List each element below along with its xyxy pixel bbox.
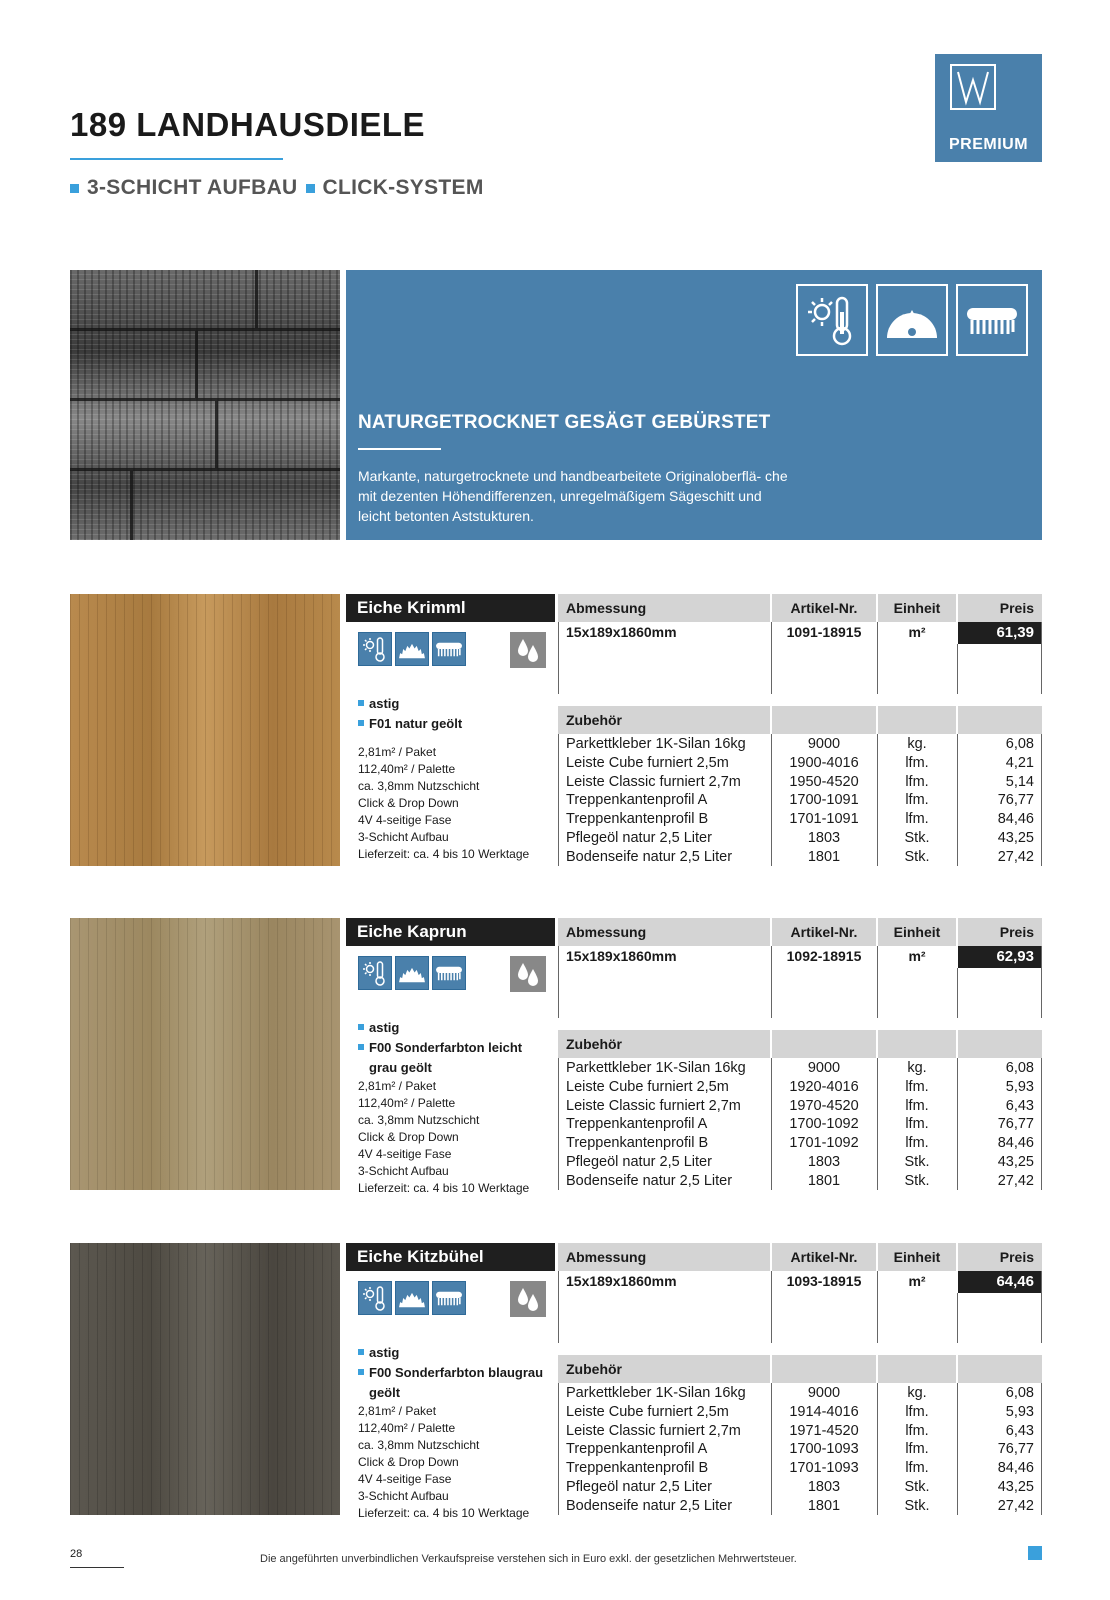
accessory-price: 4,21	[1005, 754, 1034, 771]
accessory-unit: Stk.	[904, 830, 930, 846]
spec-line: 2,81m² / Paket	[358, 1404, 437, 1418]
spec-line: ca. 3,8mm Nutzschicht	[358, 1438, 480, 1452]
footer-rule	[70, 1567, 124, 1568]
header-article: Artikel-Nr.	[772, 918, 876, 946]
accessory-unit: lfm.	[905, 1441, 929, 1458]
accessory-name: Treppenkantenprofil A	[566, 1441, 708, 1458]
accessory-unit: lfm.	[905, 1116, 929, 1133]
accessory-row	[558, 1116, 1042, 1135]
spec-line: 2,81m² / Paket	[358, 1079, 437, 1093]
accessory-article: 1971-4520	[789, 1422, 859, 1439]
accessory-unit: lfm.	[905, 754, 929, 771]
header-dimension: Abmessung	[558, 594, 770, 622]
surface-icons	[796, 284, 1028, 356]
bullet-square-icon	[358, 720, 364, 726]
accessories-header: Zubehör	[558, 1030, 770, 1058]
accessory-name: Parkettkleber 1K-Silan 16kg	[566, 1385, 746, 1401]
accessory-name: Pflegeöl natur 2,5 Liter	[566, 830, 712, 846]
accessory-article: 1914-4016	[789, 1403, 859, 1420]
accessory-row	[558, 1423, 1042, 1442]
accessory-unit: lfm.	[905, 1422, 929, 1439]
w-logo-icon	[950, 64, 996, 110]
accessory-name: Bodenseife natur 2,5 Liter	[566, 848, 733, 865]
accessory-row	[558, 1060, 1042, 1079]
accessory-price: 6,08	[1005, 1060, 1034, 1076]
bullet-square-icon	[306, 184, 315, 193]
main-dimension: 15x189x1860mm	[566, 1273, 677, 1289]
accessory-unit: lfm.	[905, 1403, 929, 1420]
accessory-price: 27,42	[997, 1172, 1034, 1189]
accessory-name: Treppenkantenprofil B	[566, 1135, 709, 1152]
premium-logo	[935, 54, 1042, 162]
main-price: 61,39	[958, 622, 1042, 644]
product-name: Eiche Kaprun	[346, 918, 555, 946]
accessory-row	[558, 1460, 1042, 1479]
bullet-square-icon	[358, 1369, 364, 1375]
accessory-unit: kg.	[907, 1060, 927, 1076]
product-icons	[358, 1281, 466, 1315]
accessory-name: Leiste Cube furniert 2,5m	[566, 1078, 729, 1095]
accessory-name: Leiste Cube furniert 2,5m	[566, 1403, 729, 1420]
sun-thermometer-icon	[796, 284, 868, 356]
spec-line: 112,40m² / Palette	[358, 1096, 456, 1110]
product-name: Eiche Krimml	[346, 594, 555, 622]
accessory-article: 1801	[807, 1497, 841, 1514]
accessory-price: 84,46	[997, 811, 1034, 828]
accessory-price: 76,77	[997, 792, 1034, 809]
accessory-article: 1950-4520	[789, 773, 859, 790]
accessory-price: 27,42	[997, 848, 1034, 865]
accessory-price: 6,43	[1005, 1097, 1034, 1114]
accessory-row	[558, 1498, 1042, 1517]
accessory-name: Leiste Classic furniert 2,7m	[566, 1097, 741, 1114]
accessory-unit: lfm.	[905, 1460, 929, 1477]
accessory-unit: kg.	[907, 1385, 927, 1401]
product-block	[70, 594, 1042, 866]
header-unit: Einheit	[878, 918, 956, 946]
main-unit: m²	[908, 1273, 926, 1289]
water-drops-icon	[510, 1281, 546, 1317]
accessory-name: Treppenkantenprofil B	[566, 811, 709, 828]
brush-icon	[432, 1281, 466, 1315]
accessory-name: Bodenseife natur 2,5 Liter	[566, 1497, 733, 1514]
main-article: 1092-18915	[786, 948, 862, 964]
accessory-price: 6,08	[1005, 736, 1034, 752]
accessory-article: 1700-1092	[789, 1116, 859, 1133]
accessory-row	[558, 1079, 1042, 1098]
spec-line: 112,40m² / Palette	[358, 1421, 456, 1435]
accessory-article: 9000	[807, 736, 841, 752]
accessory-price: 76,77	[997, 1441, 1034, 1458]
accessory-price: 43,25	[997, 830, 1034, 846]
accessory-name: Parkettkleber 1K-Silan 16kg	[566, 736, 746, 752]
accessory-price: 6,43	[1005, 1422, 1034, 1439]
accessory-row	[558, 849, 1042, 868]
accessory-unit: Stk.	[904, 1497, 930, 1514]
spec-line: Lieferzeit: ca. 4 bis 10 Werktage	[358, 1506, 530, 1520]
product-block	[70, 918, 1042, 1195]
accessory-article: 1700-1091	[789, 792, 859, 809]
accessory-name: Bodenseife natur 2,5 Liter	[566, 1172, 733, 1189]
header-price: Preis	[958, 918, 1042, 946]
accessory-row	[558, 811, 1042, 830]
accessory-name: Leiste Classic furniert 2,7m	[566, 1422, 741, 1439]
accessory-article: 1701-1092	[789, 1135, 859, 1152]
accessory-unit: lfm.	[905, 811, 929, 828]
accessory-name: Parkettkleber 1K-Silan 16kg	[566, 1060, 746, 1076]
main-dimension: 15x189x1860mm	[566, 624, 677, 640]
attribute-text: astig	[369, 696, 400, 711]
sun-thermometer-icon	[358, 632, 392, 666]
spec-line: Click & Drop Down	[358, 1130, 459, 1144]
product-icons	[358, 956, 466, 990]
header-unit: Einheit	[878, 1243, 956, 1271]
accessory-name: Leiste Cube furniert 2,5m	[566, 754, 729, 771]
product-attributes	[358, 1343, 548, 1403]
product-specs	[358, 744, 558, 863]
product-specs	[358, 1403, 558, 1522]
product-icons	[358, 632, 466, 666]
accessory-price: 5,93	[1005, 1078, 1034, 1095]
accessory-name: Pflegeöl natur 2,5 Liter	[566, 1154, 712, 1170]
accessory-row	[558, 1385, 1042, 1404]
accessory-row	[558, 755, 1042, 774]
bullet-square-icon	[358, 1024, 364, 1030]
saw-blade-icon	[395, 1281, 429, 1315]
accessory-unit: lfm.	[905, 1135, 929, 1152]
accessory-price: 6,08	[1005, 1385, 1034, 1401]
accessory-name: Leiste Classic furniert 2,7m	[566, 773, 741, 790]
header-price: Preis	[958, 594, 1042, 622]
accessory-row	[558, 1173, 1042, 1192]
attribute-text: astig	[369, 1020, 400, 1035]
accessory-article: 1803	[807, 1154, 841, 1170]
accessory-row	[558, 1135, 1042, 1154]
accessory-unit: Stk.	[904, 1172, 930, 1189]
water-drops-icon	[510, 956, 546, 992]
price-table	[558, 594, 1042, 866]
sun-thermometer-icon	[358, 956, 392, 990]
accessories-header: Zubehör	[558, 1355, 770, 1383]
accessory-row	[558, 1098, 1042, 1117]
subtitle-item: CLICK-SYSTEM	[322, 176, 484, 199]
spec-line: ca. 3,8mm Nutzschicht	[358, 779, 480, 793]
brush-icon	[432, 632, 466, 666]
product-name: Eiche Kitzbühel	[346, 1243, 555, 1271]
main-article: 1091-18915	[786, 624, 862, 640]
spec-line: 3-Schicht Aufbau	[358, 1164, 449, 1178]
accessory-article: 9000	[807, 1385, 841, 1401]
accessory-article: 1801	[807, 1172, 841, 1189]
accessory-price: 43,25	[997, 1154, 1034, 1170]
spec-line: Click & Drop Down	[358, 1455, 459, 1469]
product-block	[70, 1243, 1042, 1520]
accessory-article: 1920-4016	[789, 1078, 859, 1095]
accessory-row	[558, 1404, 1042, 1423]
accessory-row	[558, 830, 1042, 849]
accessory-name: Treppenkantenprofil B	[566, 1460, 709, 1477]
attribute-text: F01 natur geölt	[369, 716, 463, 731]
page-number: 28	[70, 1548, 83, 1560]
spec-line: 4V 4-seitige Fase	[358, 813, 452, 827]
spec-line: 112,40m² / Palette	[358, 762, 456, 776]
accessory-name: Pflegeöl natur 2,5 Liter	[566, 1479, 712, 1495]
brush-icon	[956, 284, 1028, 356]
logo-label: PREMIUM	[948, 136, 1029, 153]
attribute-text: F00 Sonderfarbton leicht grau geölt	[369, 1040, 523, 1075]
accessory-price: 27,42	[997, 1497, 1034, 1514]
product-image	[70, 594, 340, 866]
header-article: Artikel-Nr.	[772, 594, 876, 622]
accessory-row	[558, 1479, 1042, 1498]
accessory-price: 43,25	[997, 1479, 1034, 1495]
header-dimension: Abmessung	[558, 918, 770, 946]
surface-info-panel	[346, 270, 1042, 540]
product-image	[70, 1243, 340, 1515]
accessory-row	[558, 1154, 1042, 1173]
product-attributes	[358, 1018, 548, 1078]
surface-description: Markante, naturgetrocknete und handbearbeitete Originaloberflä- che mit dezenten Höhendifferenzen, unregelmäßigem Sägeschitt und leicht betonten Aststukturen.	[358, 468, 788, 524]
spec-line: Click & Drop Down	[358, 796, 459, 810]
accessory-unit: Stk.	[904, 1479, 930, 1495]
subtitle	[70, 176, 484, 200]
accessory-article: 1801	[807, 848, 841, 865]
accessory-unit: Stk.	[904, 1154, 930, 1170]
saw-blade-icon	[876, 284, 948, 356]
saw-blade-icon	[395, 956, 429, 990]
brush-icon	[432, 956, 466, 990]
surface-sample-image	[70, 270, 340, 540]
page-title: 189 LANDHAUSDIELE	[70, 106, 426, 143]
accessory-name: Treppenkantenprofil A	[566, 792, 708, 809]
spec-line: Lieferzeit: ca. 4 bis 10 Werktage	[358, 1181, 530, 1195]
spec-line: 3-Schicht Aufbau	[358, 830, 449, 844]
product-image	[70, 918, 340, 1190]
saw-blade-icon	[395, 632, 429, 666]
main-price: 64,46	[958, 1271, 1042, 1293]
accessory-row	[558, 1441, 1042, 1460]
header-article: Artikel-Nr.	[772, 1243, 876, 1271]
accessory-price: 76,77	[997, 1116, 1034, 1133]
bullet-square-icon	[358, 1044, 364, 1050]
accessory-article: 9000	[807, 1060, 841, 1076]
accessory-article: 1900-4016	[789, 754, 859, 771]
accessory-article: 1700-1093	[789, 1441, 859, 1458]
accessory-price: 84,46	[997, 1460, 1034, 1477]
spec-line: Lieferzeit: ca. 4 bis 10 Werktage	[358, 847, 530, 861]
accessory-article: 1803	[807, 1479, 841, 1495]
accessory-price: 5,14	[1005, 773, 1034, 790]
accessory-row	[558, 792, 1042, 811]
spec-line: ca. 3,8mm Nutzschicht	[358, 1113, 480, 1127]
bullet-square-icon	[70, 184, 79, 193]
accessory-article: 1701-1093	[789, 1460, 859, 1477]
header-dimension: Abmessung	[558, 1243, 770, 1271]
title-underline	[70, 158, 283, 160]
header-unit: Einheit	[878, 594, 956, 622]
footer-square	[1028, 1546, 1042, 1560]
footer-note: Die angeführten unverbindlichen Verkaufspreise verstehen sich in Euro exkl. der gesetzlichen Mehrwertsteuer.	[260, 1553, 797, 1565]
price-table	[558, 1243, 1042, 1515]
accessories-header: Zubehör	[558, 706, 770, 734]
water-drops-icon	[510, 632, 546, 668]
accessory-article: 1970-4520	[789, 1097, 859, 1114]
accessory-unit: Stk.	[904, 848, 930, 865]
accessory-unit: lfm.	[905, 792, 929, 809]
product-attributes	[358, 694, 548, 734]
bullet-square-icon	[358, 700, 364, 706]
accessory-unit: lfm.	[905, 1078, 929, 1095]
price-table	[558, 918, 1042, 1190]
subtitle-item: 3-SCHICHT AUFBAU	[87, 176, 298, 199]
accessory-price: 5,93	[1005, 1403, 1034, 1420]
bullet-square-icon	[358, 1349, 364, 1355]
accessory-unit: kg.	[907, 736, 927, 752]
accessory-name: Treppenkantenprofil A	[566, 1116, 708, 1133]
attribute-text: astig	[369, 1345, 400, 1360]
accessory-article: 1803	[807, 830, 841, 846]
accessory-article: 1701-1091	[789, 811, 859, 828]
spec-line: 2,81m² / Paket	[358, 745, 437, 759]
accessory-price: 84,46	[997, 1135, 1034, 1152]
main-price: 62,93	[958, 946, 1042, 968]
main-dimension: 15x189x1860mm	[566, 948, 677, 964]
main-unit: m²	[908, 948, 926, 964]
accessory-unit: lfm.	[905, 773, 929, 790]
main-article: 1093-18915	[786, 1273, 862, 1289]
heading-rule	[358, 448, 441, 450]
spec-line: 4V 4-seitige Fase	[358, 1147, 452, 1161]
sun-thermometer-icon	[358, 1281, 392, 1315]
attribute-text: F00 Sonderfarbton blaugrau geölt	[369, 1365, 544, 1400]
main-unit: m²	[908, 624, 926, 640]
spec-line: 4V 4-seitige Fase	[358, 1472, 452, 1486]
surface-heading: NATURGETROCKNET GESÄGT GEBÜRSTET	[358, 412, 771, 433]
product-specs	[358, 1078, 558, 1197]
accessory-row	[558, 736, 1042, 755]
spec-line: 3-Schicht Aufbau	[358, 1489, 449, 1503]
header-price: Preis	[958, 1243, 1042, 1271]
accessory-row	[558, 774, 1042, 793]
accessory-unit: lfm.	[905, 1097, 929, 1114]
